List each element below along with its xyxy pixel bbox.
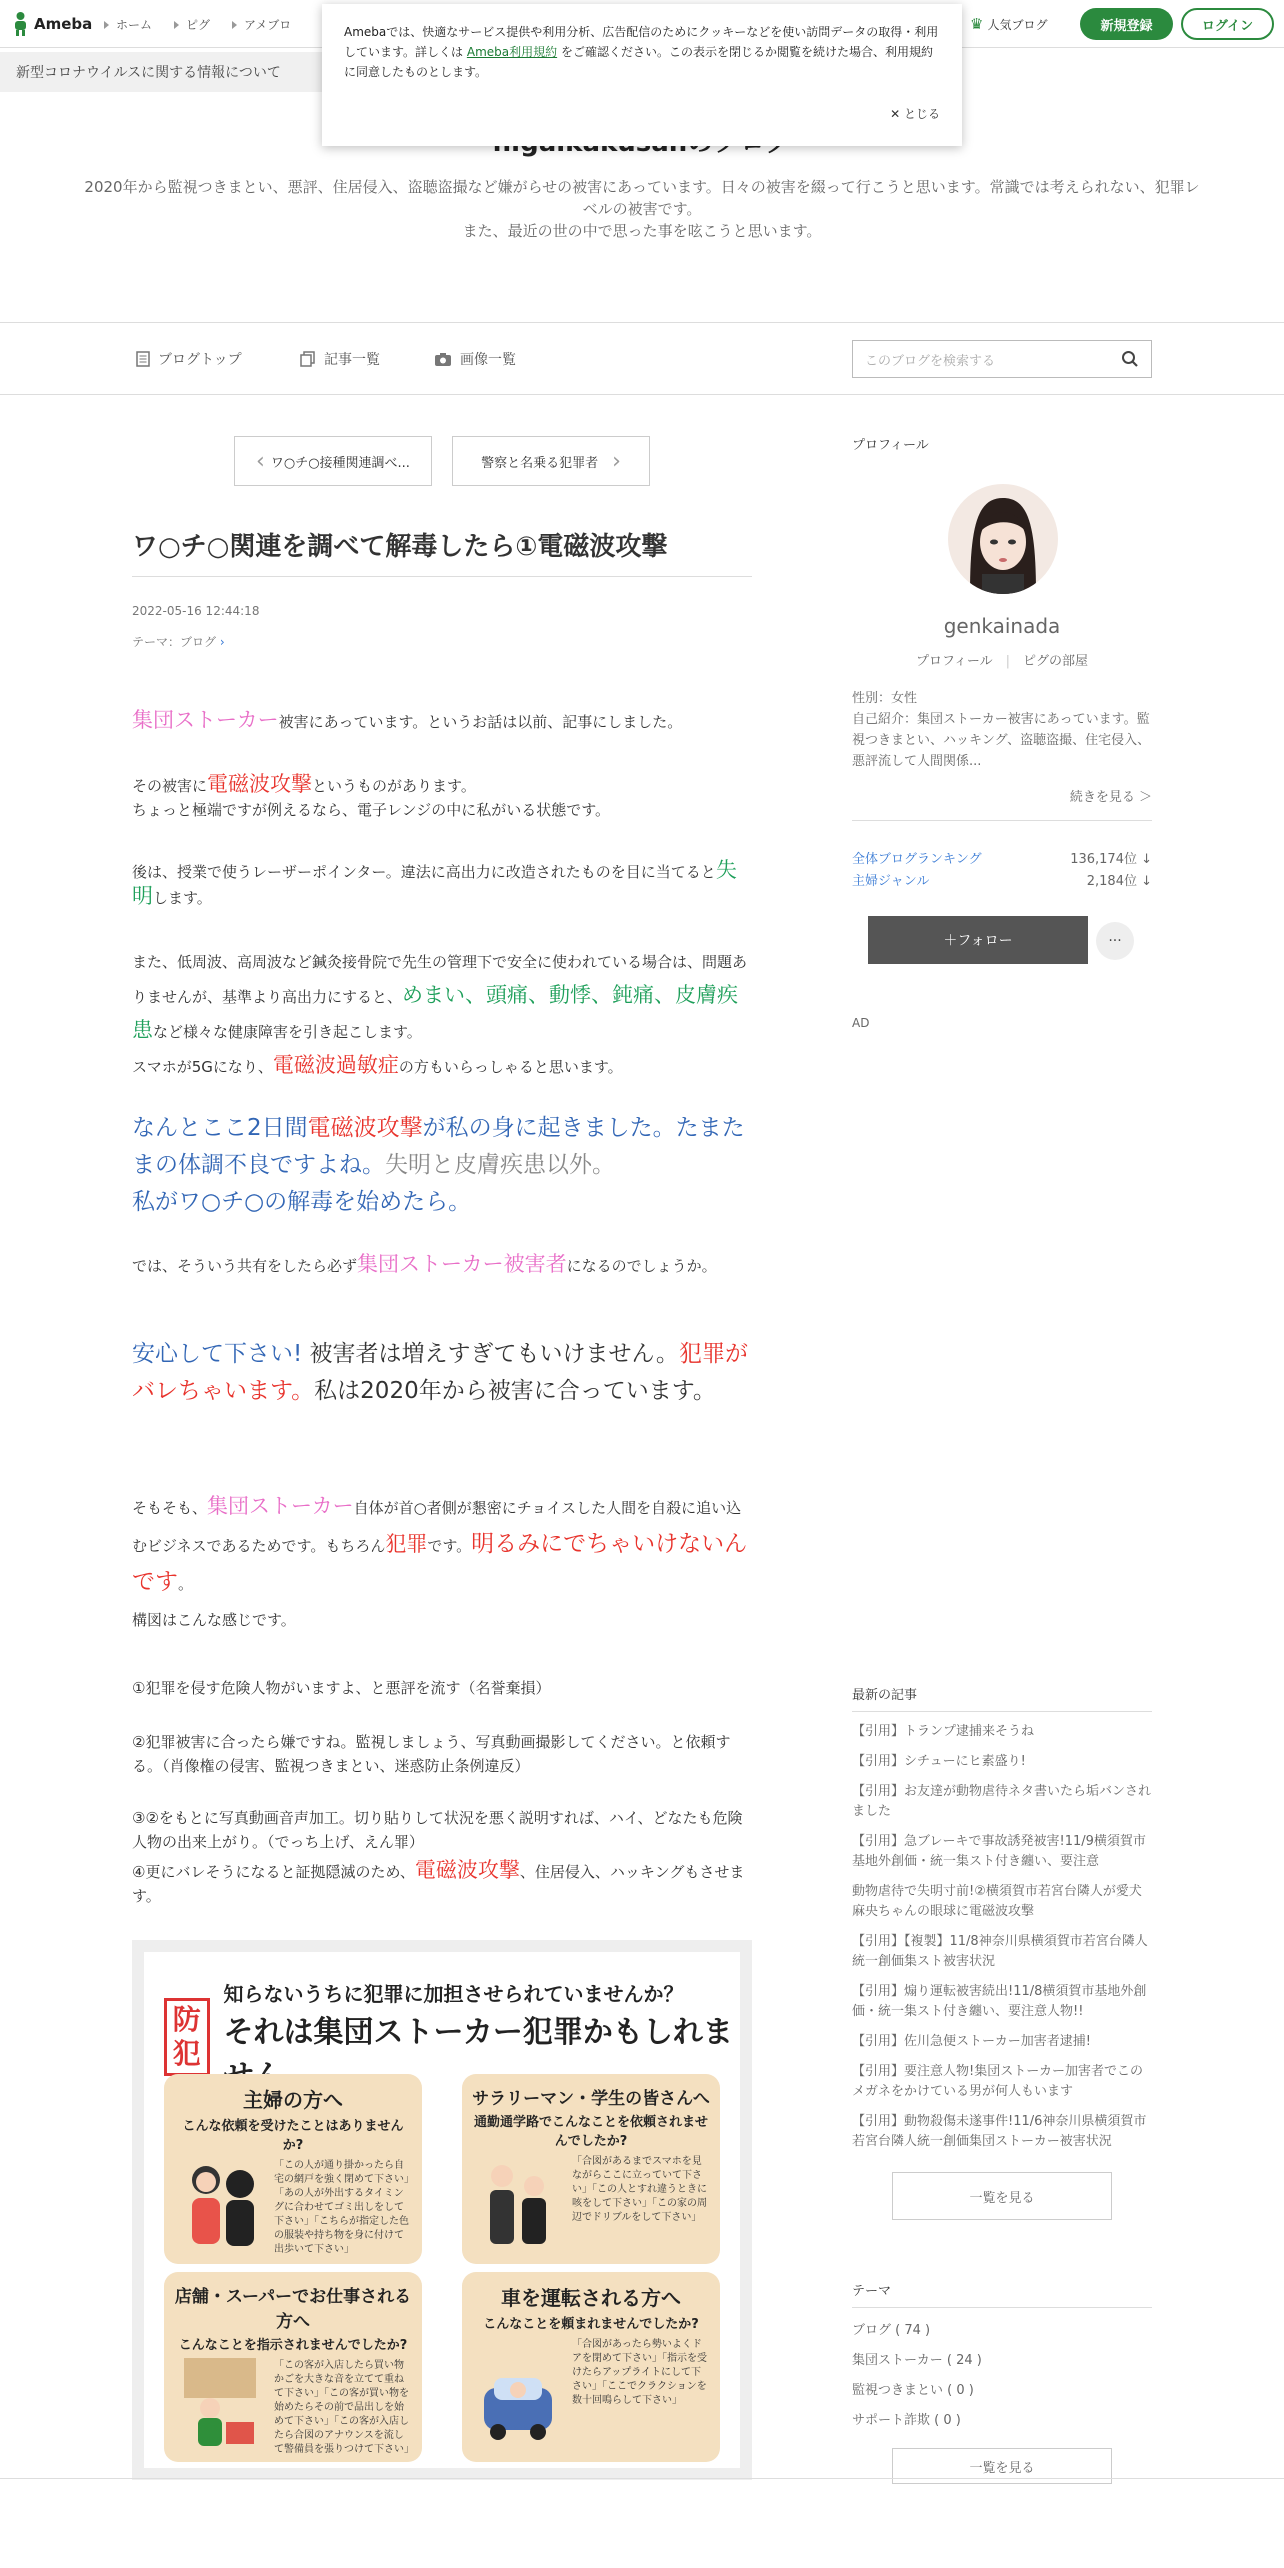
divider: |: [992, 654, 1024, 669]
text: 後は、授業で使うレーザーポインター。違法に高出力に改造されたものを目に当てると: [132, 863, 716, 881]
nav-ameblo[interactable]: [232, 16, 291, 33]
list-item: ③②をもとに写真動画音声加工。切り貼りして状況を悪く説明すれば、ハイ、どなたも危険人物の出来上がり。（でっち上げ、えん罪）: [132, 1809, 743, 1851]
profile-heading-text: プロフィール: [852, 438, 929, 453]
pigg-room-link[interactable]: ピグの部屋: [1023, 654, 1089, 669]
panel-subtitle: こんなことを頼まれませんでしたか?: [483, 2317, 699, 2332]
text: 被害者は増えすぎてもいけません。: [302, 1341, 679, 1367]
paragraph-6: [132, 1252, 752, 1278]
triangle-icon: [104, 21, 109, 29]
popular-blogs-link[interactable]: [970, 15, 1047, 33]
ameba-logo[interactable]: [12, 11, 92, 37]
badge-char: 防: [172, 2002, 201, 2036]
triangle-icon: [232, 21, 237, 29]
text: 失明と皮膚疾患以外。: [385, 1152, 615, 1178]
emphasis: 私がワ○チ○の解毒を始めたら。: [132, 1189, 472, 1215]
crown-icon: ♛: [970, 15, 984, 33]
profile-info: [852, 688, 1152, 772]
panel-title: 車を運転される方へ: [501, 2286, 681, 2310]
recent-article-link[interactable]: 【引用】【複製】11/8神奈川県横須賀市若宮台隣人統一創価集スト被害状況: [852, 1934, 1148, 1969]
login-button[interactable]: ログイン: [1181, 8, 1274, 40]
genre-ranking-link[interactable]: 主婦ジャンル: [852, 874, 930, 889]
poster-panel: [164, 2272, 422, 2462]
text: そもそも、: [132, 1499, 208, 1517]
paragraph-1: [132, 708, 752, 734]
prevention-badge: [164, 1998, 210, 2076]
chevron-right-icon: ›: [612, 448, 621, 474]
panel-subtitle: こんなことを指示されませんでしたか?: [178, 2338, 408, 2353]
poster-panel: [164, 2074, 422, 2264]
global-nav: [104, 0, 291, 48]
ad-label: AD: [852, 1016, 870, 1030]
emphasis: 電磁波攻撃: [207, 772, 313, 796]
profile-link[interactable]: プロフィール: [915, 654, 993, 669]
recent-heading: 最新の記事: [852, 1688, 918, 1703]
list-item: ①犯罪を侵す危険人物がいますよ、と悪評を流す（名誉棄損）: [132, 1679, 551, 1697]
text: スマホが5Gになり、: [132, 1058, 273, 1076]
text: です。: [427, 1537, 472, 1555]
article-date: 2022-05-16 12:44:18: [132, 604, 260, 618]
article-title[interactable]: ワ○チ○関連を調べて解毒したら①電磁波攻撃: [132, 532, 668, 562]
text: 私は2020年から被害に合っています。: [314, 1378, 716, 1404]
article-theme: [132, 633, 225, 650]
emphasis: 電磁波攻撃: [307, 1115, 423, 1141]
overall-ranking-link[interactable]: 全体ブログランキング: [852, 852, 982, 867]
paragraph-4: [132, 946, 752, 1084]
close-icon: ✕: [890, 107, 904, 121]
paragraph-3: [132, 858, 752, 910]
more-options-icon[interactable]: ···: [1096, 922, 1134, 960]
panel-quotes: 「合図があるまでスマホを見ながらここに立っていて下さい」「この人とすれ違うときに咳をして下さい」「この家の周辺でドリブルをして下さい」: [572, 2156, 707, 2223]
divider: [852, 820, 1152, 821]
profile-links: [852, 650, 1152, 669]
text: では、そういう共有をしたら必ず: [132, 1257, 358, 1275]
poster-panel: [462, 2074, 720, 2264]
blog-description: [80, 176, 1204, 242]
copy-icon: [300, 351, 316, 367]
text: になるのでしょうか。: [566, 1257, 717, 1275]
themes: [852, 2280, 1152, 2484]
search-icon[interactable]: [1121, 350, 1139, 368]
profile-intro: 自己紹介：集団ストーカー被害にあっています。監視つきまとい、ハッキング、盗聴盗撮、住宅侵入、悪評流して人間関係...: [852, 712, 1151, 769]
read-more-link[interactable]: 続きを見る ＞: [1069, 790, 1152, 805]
recent-article-link[interactable]: 【引用】佐川急便ストーカー加害者逮捕!: [852, 2034, 1091, 2049]
next-article-label: 警察と名乗る犯罪者: [481, 455, 599, 471]
profile-name[interactable]: genkainada: [943, 614, 1061, 638]
article-list-link[interactable]: [300, 349, 380, 369]
text: 被害にあっています。というお話は以前、記事にしました。: [278, 713, 683, 731]
car-illustration-icon: [478, 2348, 558, 2448]
profile-heading: [852, 434, 1152, 453]
nav-pigg-label: ピグ: [186, 17, 211, 32]
image-list-label: 画像一覧: [460, 352, 516, 368]
emphasis: 犯罪: [385, 1532, 428, 1556]
covid-notice-link[interactable]: 新型コロナウイルスに関する情報について: [0, 52, 360, 92]
article-list-label: 記事一覧: [324, 352, 380, 368]
cookie-close-button[interactable]: [890, 104, 940, 124]
recent-articles: [852, 1684, 1152, 2220]
see-all-recent-button[interactable]: 一覧を見る: [892, 2172, 1112, 2220]
ameba-logo-icon: [12, 11, 29, 37]
panel-quotes: 「この客が入店したら買い物かごを大きな音を立てて重ねて下さい」「この客が買い物を始めたらその前で品出しを始めて下さい」「この客が入店したら合図のアナウンスを流して警備員を張りつけて下さい」: [274, 2360, 414, 2455]
theme-link[interactable]: ブログ ( 74 ): [852, 2323, 931, 2338]
emphasis: 集団ストーカー: [207, 1494, 354, 1518]
panel-title: サラリーマン・学生の皆さんへ: [472, 2089, 710, 2109]
chevron-left-icon: ‹: [256, 448, 265, 474]
avatar-portrait-icon: [948, 484, 1058, 594]
emphasis: 明るみにでちゃいけないんです: [132, 1531, 748, 1595]
themes-heading: テーマ: [852, 2284, 892, 2299]
shop-illustration-icon: [180, 2348, 260, 2448]
genre-ranking-value: 2,184位 ↓: [1086, 874, 1152, 889]
overall-ranking-value: 136,174位 ↓: [1070, 852, 1152, 867]
emphasis: 電磁波攻撃: [414, 1858, 520, 1882]
poster-headline-1: 知らないうちに犯罪に加担させられていませんか？: [223, 1982, 684, 2006]
blog-description-line-2: また、最近の世の中で思った事を呟こうと思います。: [462, 222, 822, 240]
document-icon: [136, 351, 150, 367]
genre-ranking: [852, 870, 1152, 889]
divider: [852, 2307, 1152, 2308]
text: します。: [153, 889, 212, 907]
text: その被害に: [132, 777, 208, 795]
recent-article-link[interactable]: 動物虐待で失明寸前!②横須賀市若宮台隣人が愛犬麻央ちゃんの眼球に電磁波攻撃: [852, 1884, 1142, 1919]
next-article-button[interactable]: [452, 436, 650, 486]
poster-headline-2: それは集団ストーカー犯罪かもしれま: [223, 2015, 733, 2050]
emphasis: 集団ストーカー被害者: [357, 1252, 567, 1276]
camera-icon: [434, 352, 452, 367]
text: また、低周波、高周波など鍼灸接骨院で先生の管理下で安全に使われている場合は、問題ありませんが、基準より高出力にすると、: [132, 953, 748, 1006]
follow-button[interactable]: ＋フォロー: [868, 916, 1088, 964]
recent-article-link[interactable]: 【引用】要注意人物!集団ストーカー加害者でこのメガネをかけている男が何人もいます: [852, 2064, 1143, 2099]
text: の方もいらっしゃると思います。: [398, 1058, 623, 1076]
panel-subtitle: こんな依頼を受けたことはありませんか?: [182, 2119, 404, 2153]
panel-subtitle: 通勤通学路でこんなことを依頼されませんでしたか?: [473, 2115, 708, 2149]
text: 構図はこんな感じです。: [132, 1611, 296, 1629]
search-placeholder: このブログを検索する: [865, 353, 996, 369]
image-list-link[interactable]: [434, 349, 516, 369]
badge-char: 犯: [172, 2036, 201, 2070]
text: 自体が首○者側が懇密にチョイスした人間を自殺に追い込むビジネスであるためです。もちろん: [132, 1499, 742, 1555]
paragraph-2: [132, 772, 752, 822]
nav-home[interactable]: [104, 16, 152, 33]
panel-title: 主婦の方へ: [243, 2088, 343, 2112]
cookie-text-1: Amebaでは、快適なサービス提供や利用分析、広告配信のためにクッキーなどを使い訪問データの取得・利用しています。詳しくは: [344, 25, 939, 59]
emphasis: 電磁波過敏症: [272, 1053, 399, 1077]
recent-article-link[interactable]: 【引用】急ブレーキで事故誘発被害!11/9横須賀市基地外創価・統一集スト付き纏い、要注意: [852, 1834, 1146, 1869]
divider: [852, 1711, 1152, 1712]
paragraph-8: [132, 1488, 752, 1638]
ameba-logo-text: Ameba: [34, 15, 93, 33]
profile-gender: 性別：女性: [852, 691, 918, 706]
overall-ranking: [852, 848, 1152, 867]
prev-article-label: ワ○チ○接種関連調べ...: [270, 455, 410, 471]
panel-quotes: 「合図があったら勢いよくドアを閉めて下さい」「指示を受けたらアップライトにして下さい」「ここでクラクションを数十回鳴らして下さい」: [572, 2339, 707, 2406]
text: など様々な健康障害を引き起こします。: [153, 1023, 422, 1041]
emphasis: 失明: [132, 858, 737, 908]
panel-quotes: 「この人が通り掛かったら自宅の網戸を強く閉めて下さい」「あの人が外出するタイミングに合わせてゴミ出しをして下さい」「こちらが指定した色の服装や持ち物を身に付けて出歩いて下さい」: [274, 2160, 409, 2255]
recent-article-link[interactable]: 【引用】動物殺傷未遂事件!11/6神奈川県横須賀市若宮台隣人統一創価集団ストーカー被害状況: [852, 2114, 1147, 2149]
recent-article-link[interactable]: 【引用】トランプ逮捕来そうね: [852, 1724, 1035, 1739]
theme-link[interactable]: 集団ストーカー ( 24 ): [852, 2353, 982, 2368]
panel-title: 店舗・スーパーでお仕事される方へ: [174, 2287, 412, 2332]
person-illustration-icon: [180, 2150, 260, 2250]
blog-description-line-1: 2020年から監視つきまとい、悪評、住居侵入、盗聴盗撮など嫌がらせの被害にあっています。日々の被害を綴って行こうと思います。常識では考えられない、犯罪レベルの被害です。: [84, 178, 1200, 218]
nav-pigg[interactable]: [174, 16, 210, 33]
theme-label: テーマ：: [132, 635, 181, 649]
paragraph-5: [132, 1110, 752, 1221]
emphasis: なんとここ2日間: [132, 1115, 308, 1141]
list-item: [132, 1858, 752, 1908]
signup-button[interactable]: 新規登録: [1080, 8, 1173, 40]
blog-search-input[interactable]: [852, 340, 1152, 378]
cookie-consent-popup: [322, 4, 962, 146]
cookie-close-label: とじる: [903, 107, 940, 121]
text: ちょっと極端ですが例えるなら、電子レンジの中に私がいる状態です。: [132, 801, 611, 819]
person-illustration-icon: [478, 2150, 558, 2250]
popular-blogs-label: 人気ブログ: [987, 17, 1048, 32]
cookie-text-2: をご確認ください。この表示を閉じるか閲覧を続けた場合、利用規約に同意したものとします。: [344, 45, 933, 79]
text: というものがあります。: [312, 777, 476, 795]
recent-article-link[interactable]: 【引用】煽り運転被害続出!11/8横須賀市基地外創価・統一集スト付き纏い、要注意人物!!: [852, 1984, 1147, 2019]
crime-prevention-poster: [144, 1952, 740, 2468]
emphasis: 安心して下さい!: [132, 1341, 303, 1367]
emphasis: が私の身に起きました。たまたまの体調不良ですよね。: [132, 1115, 745, 1178]
divider: [0, 2478, 1284, 2479]
see-all-themes-button[interactable]: 一覧を見る: [892, 2448, 1112, 2484]
nav-home-label: ホーム: [116, 17, 153, 32]
recent-article-link[interactable]: 【引用】お友達が動物虐待ネタ書いたら垢バンされました: [852, 1784, 1152, 1819]
article-image[interactable]: [132, 1940, 752, 2480]
prev-article-button[interactable]: [234, 436, 432, 486]
divider: [132, 576, 752, 577]
text: ④更にバレそうになると証拠隠滅のため、: [132, 1863, 415, 1881]
avatar[interactable]: [948, 484, 1058, 594]
nav-ameblo-label: アメブロ: [244, 17, 292, 32]
theme-link[interactable]: ブログ: [180, 635, 217, 649]
chevron-right-icon: ›: [216, 635, 225, 649]
tos-link[interactable]: Ameba利用規約: [466, 45, 558, 59]
blog-top-label: ブログトップ: [158, 352, 242, 368]
text: 、住居侵入、ハッキングもさせます。: [132, 1863, 745, 1905]
list-item: ②犯罪被害に合ったら嫌ですね。監視しましょう、写真動画撮影してください。と依頼する。（肖像権の侵害、監視つきまとい、迷惑防止条例違反）: [132, 1733, 731, 1775]
paragraph-7: [132, 1336, 752, 1410]
emphasis: めまい、頭痛、動悸、鈍痛、皮膚疾患: [132, 983, 739, 1042]
emphasis: 犯罪がバレちゃいます。: [132, 1341, 748, 1404]
text: 。: [178, 1575, 194, 1593]
triangle-icon: [174, 21, 179, 29]
theme-link[interactable]: サポート詐欺 ( 0 ): [852, 2413, 961, 2428]
theme-link[interactable]: 監視つきまとい ( 0 ): [852, 2383, 974, 2398]
recent-article-link[interactable]: 【引用】シチューにヒ素盛り!: [852, 1754, 1026, 1769]
poster-panel: [462, 2272, 720, 2462]
emphasis: 集団ストーカー: [132, 708, 279, 732]
blog-top-link[interactable]: [136, 349, 242, 369]
